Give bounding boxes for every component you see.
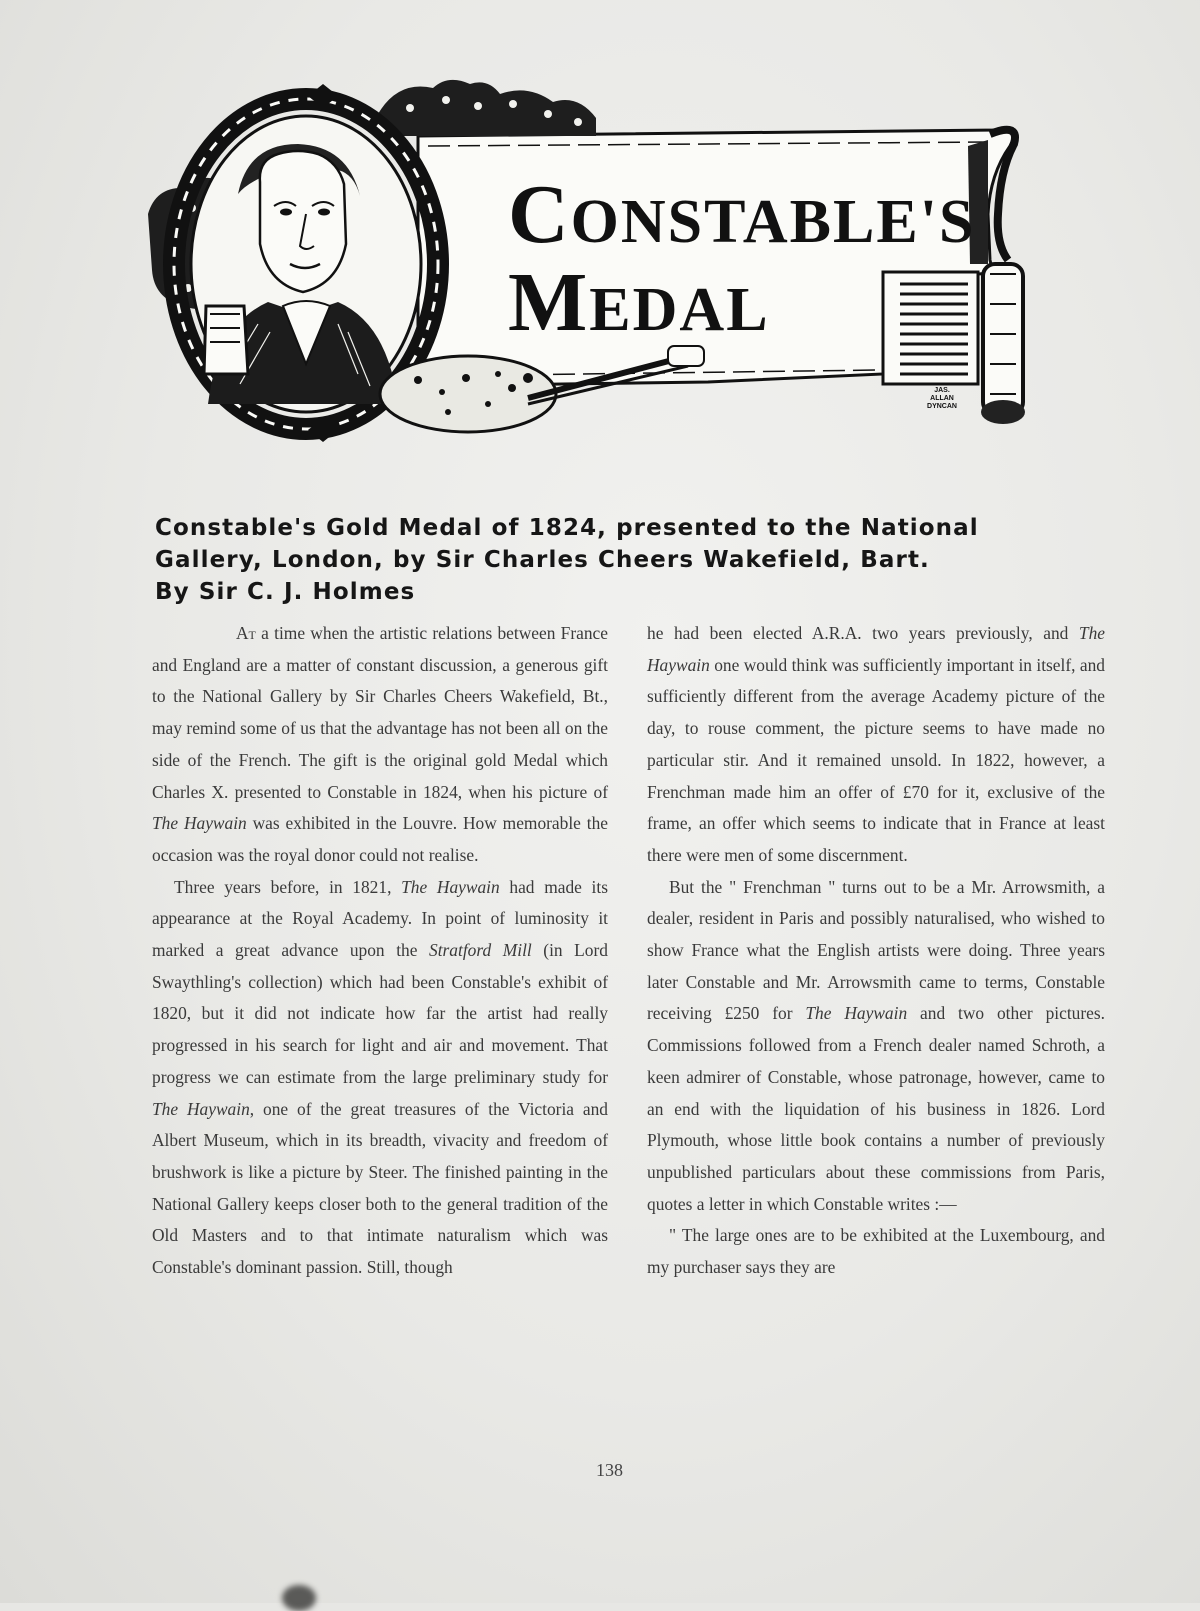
header-banner — [148, 74, 1066, 450]
paragraph: At a time when the artistic relations between France and England are a matter of constant discussion, a generous gift to the National Gallery by Sir Charles Cheers Wakefield, Bt., may remind some of us that the advantage has not been all on the side of the French. The gift is the original gold Medal which Charles X. presented to Constable in 1824, when his picture of The Haywain was exhibited in the Louvre. How memorable the occasion was the royal donor could not realise. — [152, 623, 608, 865]
paragraph: he had been elected A.R.A. two years previously, and The Haywain one would think was sufficiently important in itself, and sufficiently different from the average Academy picture of the day, to rouse comment, the picture seems to have made no particular stir. And it remained unsold. In 1822, however, a Frenchman made him an offer of £70 for it, exclusive of the frame, an offer which seems to indicate that in France at least there were men of some discernment. — [647, 623, 1105, 865]
page-number: 138 — [596, 1460, 623, 1480]
artist-signature: JAS. ALLAN DYNCAN — [927, 387, 957, 410]
paragraph: " The large ones are to be exhibited at the Luxembourg, and my purchaser says they are — [647, 1225, 1105, 1278]
scan-smudge — [282, 1585, 316, 1611]
paragraph: But the " Frenchman " turns out to be a Mr. Arrowsmith, a dealer, resident in Paris and possibly naturalised, who wished to show France what the English artists were doing. Three years later Constable and Mr. Arrowsmith came to terms, Constable receiving £250 for The Haywain and two other pictures. Commissions followed from a French dealer named Schroth, a keen admirer of Constable, whose patronage, however, came to an end with the liquidation of his business in 1826. Lord Plymouth, whose little book contains a number of previously unpublished particulars about these commissions from Paris, quotes a letter in which Constable writes :— — [647, 876, 1105, 1214]
right-column — [647, 618, 1105, 1284]
banner-title-line2: MEDAL — [508, 256, 770, 349]
article-headline — [155, 512, 1065, 608]
headline-byline: By Sir C. J. Holmes — [155, 579, 416, 605]
headline-line1: Constable's Gold Medal of 1824, presented to the National — [155, 515, 979, 541]
banner-title-line1: CONSTABLE'S — [508, 168, 976, 261]
paragraph: Three years before, in 1821, The Haywain had made its appearance at the Royal Academy. In point of luminosity it marked a great advance upon the Stratford Mill (in Lord Swaythling's collection) which had been Constable's exhibit of 1820, but it did not indicate how far the artist had really progressed in his search for light and air and movement. That progress we can estimate from the large preliminary study for The Haywain, one of the great treasures of the Victoria and Albert Museum, which in its breadth, vivacity and freedom of brushwork is like a picture by Steer. The finished painting in the National Gallery keeps closer both to the general tradition of the Old Masters and to that intimate naturalism which was Constable's dominant passion. Still, though — [152, 876, 608, 1278]
headline-line2: Gallery, London, by Sir Charles Cheers Wakefield, Bart. — [155, 547, 930, 573]
left-column — [152, 618, 608, 1284]
